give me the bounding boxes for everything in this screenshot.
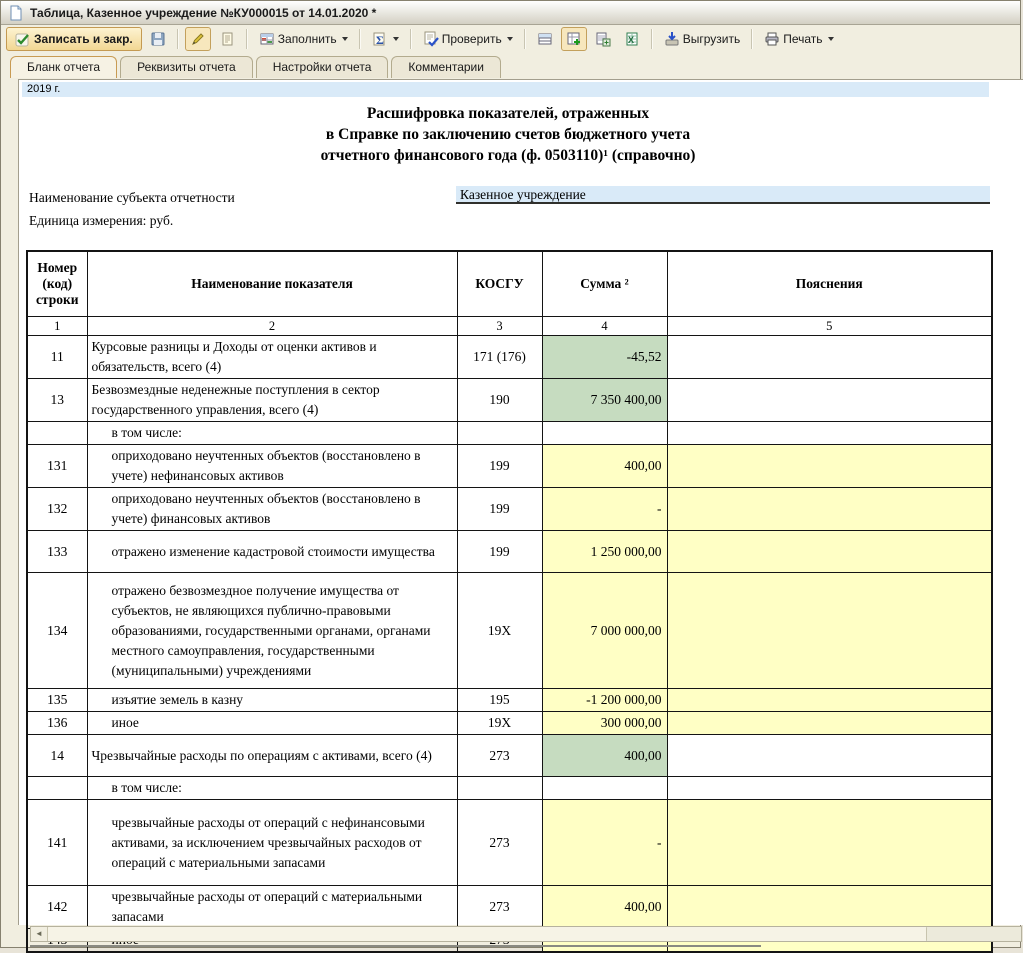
chevron-down-icon [342,37,348,41]
check-label: Проверить [441,32,502,46]
row-code-cell[interactable]: 135 [27,689,87,712]
toolbar-separator [524,29,526,49]
table-row [27,800,992,886]
row-name-cell[interactable]: чрезвычайные расходы от операций с нефинансовыми активами, за исключением чрезвычайных расходов от операций с материальными запасами [87,800,457,886]
row-code-cell[interactable] [27,777,87,800]
column-number-cell[interactable]: 1 [27,317,87,336]
row-name-cell[interactable]: отражено безвозмездное получение имущества от субъектов, не являющихся публично-правовыми образованиями, государственными органами, органами местного самоуправления, государственными (муниципальными) учреждениями [87,573,457,689]
export-excel-button[interactable] [619,27,645,51]
row-code-cell[interactable]: 141 [27,800,87,886]
fill-table-icon [259,31,275,47]
tab-report-settings[interactable]: Настройки отчета [256,56,389,78]
row-code-cell[interactable]: 133 [27,531,87,573]
document-icon [8,5,24,21]
column-number-cell[interactable]: 4 [542,317,667,336]
toolbar-separator [177,29,179,49]
row-note-cell[interactable] [667,689,992,712]
row-sum-cell[interactable]: 7 000 000,00 [542,573,667,689]
chevron-down-icon [393,37,399,41]
row-sum-cell[interactable]: 300 000,00 [542,712,667,735]
table-plus-icon [566,31,582,47]
form-bottom-edge [30,945,761,947]
print-button[interactable] [759,27,838,51]
table-header-row [27,251,992,317]
toolbar-separator [359,29,361,49]
printer-icon [764,31,780,47]
svg-text:Σ: Σ [375,33,384,47]
row-note-cell[interactable] [667,531,992,573]
row-sum-cell[interactable]: 7 350 400,00 [542,379,667,422]
report-table [26,250,993,953]
table-row [27,886,992,929]
sigma-icon [372,31,388,47]
tab-report-form[interactable]: Бланк отчета [10,56,117,79]
table-row [27,379,992,422]
row-kosgu-cell[interactable]: 19X [457,712,542,735]
toolbar-separator [246,29,248,49]
toolbar-separator [410,29,412,49]
toolbar-separator [651,29,653,49]
table-row [27,531,992,573]
left-arrow-icon: ◄ [35,929,43,938]
table-row [27,735,992,777]
report-title-line1: Расшифровка показателей, отраженных [366,105,650,122]
horizontal-scrollbar[interactable] [30,926,1022,942]
fill-button[interactable] [254,27,353,51]
column-number-cell[interactable]: 2 [87,317,457,336]
excel-icon [624,31,640,47]
row-name-cell[interactable]: в том числе: [87,422,457,445]
header-row-code[interactable]: Номер (код) строки [27,251,87,317]
row-code-cell[interactable]: 132 [27,488,87,531]
table-plus-button[interactable] [561,27,587,51]
table-row [27,573,992,689]
header-notes[interactable]: Пояснения [667,251,992,317]
row-name-cell[interactable]: иное [87,712,457,735]
row-kosgu-cell[interactable]: 195 [457,689,542,712]
row-note-cell[interactable] [667,336,992,379]
chevron-down-icon [828,37,834,41]
row-kosgu-cell[interactable]: 19X [457,573,542,689]
row-sum-cell[interactable]: - [542,488,667,531]
check-report-button[interactable] [418,27,518,51]
row-kosgu-cell[interactable]: 199 [457,488,542,531]
sum-button[interactable] [367,27,404,51]
report-sheet [18,79,1023,925]
report-table-body [27,336,992,953]
row-name-cell[interactable]: отражено изменение кадастровой стоимости имущества [87,531,457,573]
row-note-cell[interactable] [667,445,992,488]
floppy-icon [150,31,166,47]
header-kosgu[interactable]: КОСГУ [457,251,542,317]
row-kosgu-cell[interactable] [457,777,542,800]
edit-button[interactable] [185,27,211,51]
tabstrip [1,53,1020,79]
column-number-row [27,317,992,336]
save-button[interactable] [145,27,171,51]
svg-text:X: X [627,35,634,45]
row-kosgu-cell[interactable]: 171 (176) [457,336,542,379]
row-note-cell[interactable] [667,488,992,531]
row-sum-cell[interactable]: 1 250 000,00 [542,531,667,573]
row-kosgu-cell[interactable]: 273 [457,800,542,886]
row-sum-cell[interactable]: 400,00 [542,735,667,777]
row-sum-cell[interactable] [542,422,667,445]
row-name-cell[interactable]: оприходовано неучтенных объектов (восстановлено в учете) нефинансовых активов [87,445,457,488]
row-note-cell[interactable] [667,777,992,800]
scroll-left-button[interactable] [31,927,48,941]
row-note-cell[interactable] [667,422,992,445]
report-title [25,103,991,166]
row-code-cell[interactable]: 142 [27,886,87,929]
row-sum-cell[interactable]: 400,00 [542,445,667,488]
unit-label: Единица измерения: руб. [29,213,174,228]
content-area [1,78,1020,947]
row-note-cell[interactable] [667,800,992,886]
row-note-cell[interactable] [667,379,992,422]
row-code-cell[interactable]: 13 [27,379,87,422]
subject-field[interactable]: Казенное учреждение [456,186,990,204]
pencil-icon [190,31,206,47]
row-sum-cell[interactable]: 400,00 [542,886,667,929]
check-document-icon [423,31,439,47]
row-name-cell[interactable]: изъятие земель в казну [87,689,457,712]
row-kosgu-cell[interactable]: 273 [457,735,542,777]
table-row [27,689,992,712]
tab-comments[interactable]: Комментарии [391,56,501,78]
save-close-button[interactable] [6,27,142,51]
save-close-label: Записать и закр. [34,32,133,46]
tab-report-requisites[interactable]: Реквизиты отчета [120,56,253,78]
unload-button[interactable] [659,27,746,51]
check-icon [15,31,31,47]
column-number-cell[interactable]: 3 [457,317,542,336]
row-note-cell[interactable] [667,735,992,777]
row-sum-cell[interactable] [542,777,667,800]
table-rows-icon [537,31,553,47]
row-kosgu-cell[interactable]: 199 [457,531,542,573]
toolbar [1,25,1020,53]
row-code-cell[interactable]: 11 [27,336,87,379]
row-code-cell[interactable] [27,422,87,445]
row-sum-cell[interactable]: -1 200 000,00 [542,689,667,712]
row-note-cell[interactable] [667,573,992,689]
table-row [27,336,992,379]
window-title: Таблица, Казенное учреждение №КУ000015 от 14.01.2020 * [30,5,377,20]
row-name-cell[interactable]: Безвозмездные неденежные поступления в сектор государственного управления, всего (4) [87,379,457,422]
window-titlebar [1,1,1020,25]
toolbar-separator [751,29,753,49]
row-note-cell[interactable] [667,712,992,735]
row-kosgu-cell[interactable]: 199 [457,445,542,488]
copy-button[interactable] [214,27,240,51]
row-name-cell[interactable]: чрезвычайные расходы от операций с материальными запасами [87,886,457,929]
unload-icon [664,31,680,47]
export-sheet-icon [595,31,611,47]
row-name-cell[interactable]: оприходовано неучтенных объектов (восстановлено в учете) финансовых активов [87,488,457,531]
row-kosgu-cell[interactable] [457,422,542,445]
row-code-cell[interactable]: 136 [27,712,87,735]
row-kosgu-cell[interactable]: 190 [457,379,542,422]
report-title-line3: отчетного финансового года (ф. 0503110)¹ (справочно) [320,147,696,164]
table-row [27,777,992,800]
row-code-cell[interactable]: 14 [27,735,87,777]
row-name-cell[interactable]: Чрезвычайные расходы по операциям с активами, всего (4) [87,735,457,777]
table-row [27,712,992,735]
copy-icon [219,31,235,47]
unload-label: Выгрузить [682,32,741,46]
scrollbar-thumb[interactable] [48,927,927,941]
row-code-cell[interactable]: 131 [27,445,87,488]
table-rows-button[interactable] [532,27,558,51]
table-row [27,488,992,531]
fill-label: Заполнить [277,32,337,46]
row-note-cell[interactable] [667,886,992,929]
row-kosgu-cell[interactable]: 273 [457,886,542,929]
header-sum[interactable]: Сумма ² [542,251,667,317]
subject-label: Наименование субъекта отчетности [29,190,235,205]
header-indicator-name[interactable]: Наименование показателя [87,251,457,317]
table-row [27,445,992,488]
column-number-cell[interactable]: 5 [667,317,992,336]
report-title-line2: в Справке по заключению счетов бюджетного учета [325,126,691,143]
row-code-cell[interactable]: 134 [27,573,87,689]
period-group-header[interactable]: 2019 г. [22,82,989,97]
row-sum-cell[interactable]: - [542,800,667,886]
row-name-cell[interactable]: в том числе: [87,777,457,800]
table-row [27,422,992,445]
print-label: Печать [783,32,823,46]
row-name-cell[interactable]: Курсовые разницы и Доходы от оценки активов и обязательств, всего (4) [87,336,457,379]
row-sum-cell[interactable]: -45,52 [542,336,667,379]
chevron-down-icon [507,37,513,41]
export-sheet-button[interactable] [590,27,616,51]
